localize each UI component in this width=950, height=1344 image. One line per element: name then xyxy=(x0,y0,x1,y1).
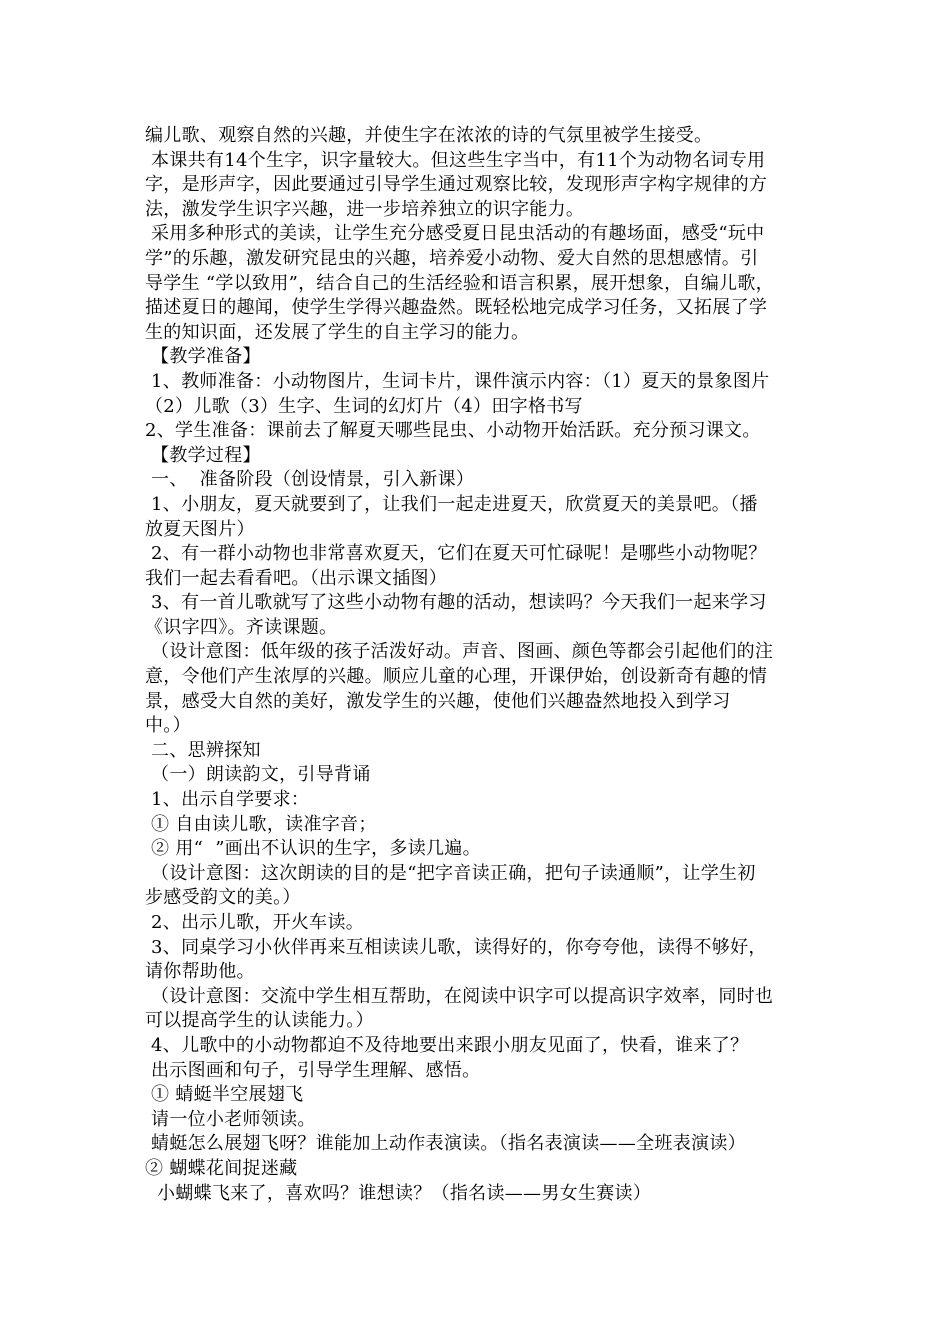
text-line: 1、小朋友，夏天就要到了，让我们一起走进夏天，欣赏夏天的美景吧。（播 xyxy=(145,493,758,515)
text-line: 2、学生准备：课前去了解夏天哪些昆虫、小动物开始活跃。充分预习课文。 xyxy=(145,420,761,442)
text-line: 可以提高学生的认读能力。） xyxy=(145,1010,374,1032)
section-heading-process: 【教学过程】 xyxy=(145,444,261,466)
text-line: 生的知识面，还发展了学生的自主学习的能力。 xyxy=(145,321,530,343)
text-line: ② 用“ ”画出不认识的生字，多读几遍。 xyxy=(145,838,481,860)
text-line: ② 蝴蝶花间捉迷藏 xyxy=(145,1157,298,1179)
text-line: 编儿歌、观察自然的兴趣，并使生字在浓浓的诗的气氛里被学生接受。 xyxy=(145,125,713,146)
text-line: 3、同桌学习小伙伴再来互相读读儿歌，读得好的，你夸夸他，读得不够好， xyxy=(145,936,767,958)
text-line: 本课共有14个生字，识字量较大。但这些生字当中，有11个为动物名词专用 xyxy=(145,149,766,171)
text-line: 字，是形声字，因此要通过引导学生通过观察比较，发现形声字构字规律的方 xyxy=(145,174,768,196)
text-line: 我们一起去看看吧。（出示课文插图） xyxy=(145,567,448,589)
text-line: 1、教师准备：小动物图片，生词卡片，课件演示内容：（1）夏天的景象图片 xyxy=(145,370,770,392)
text-line: 景，感受大自然的美好，激发学生的兴趣，使他们兴趣盎然地投入到学习 xyxy=(145,690,731,712)
text-line: ① 自由读儿歌，读准字音； xyxy=(145,813,377,835)
text-line: 蜻蜓怎么展翅飞呀？谁能加上动作表演读。（指名表演读——全班表演读） xyxy=(145,1133,746,1155)
text-line: 学”的乐趣，激发研究昆虫的兴趣，培养爱小动物、爱大自然的思想感情。引 xyxy=(145,247,759,269)
text-line: 法，激发学生识字兴趣，进一步培养独立的识字能力。 xyxy=(145,198,585,220)
text-line: 一、 准备阶段（创设情景，引入新课） xyxy=(145,469,475,491)
text-line: （一）朗读韵文，引导背诵 xyxy=(145,764,371,786)
text-line: 出示图画和句子，引导学生理解、感悟。 xyxy=(145,1059,481,1081)
text-line: 请你帮助他。 xyxy=(145,961,255,983)
text-line: （设计意图：交流中学生相互帮助，在阅读中识字可以提高识字效率，同时也 xyxy=(145,985,774,1007)
text-line: 4、儿歌中的小动物都迫不及待地要出来跟小朋友见面了，快看，谁来了？ xyxy=(145,1034,749,1056)
text-line: 请一位小老师领读。 xyxy=(145,1108,316,1130)
text-line: 3、有一首儿歌就写了这些小动物有趣的活动，想读吗？今天我们一起来学习 xyxy=(145,592,767,614)
section-heading-preparation: 【教学准备】 xyxy=(145,346,261,368)
text-line: 《识字四》。齐读课题。 xyxy=(145,616,338,638)
text-line: （设计意图：低年级的孩子活泼好动。声音、图画、颜色等都会引起他们的注 xyxy=(145,641,774,663)
text-line: （设计意图：这次朗读的目的是“把字音读正确，把句子读通顺”，让学生初 xyxy=(145,862,756,884)
text-line: 采用多种形式的美读，让学生充分感受夏日昆虫活动的有趣场面，感受“玩中 xyxy=(145,223,765,245)
document-page xyxy=(145,124,815,1206)
text-line: 导学生 “学以致用”，结合自己的生活经验和语言积累，展开想象，自编儿歌， xyxy=(145,272,774,294)
text-line: ① 蜻蜓半空展翅飞 xyxy=(145,1084,304,1106)
text-line: 2、出示儿歌，开火车读。 xyxy=(145,912,365,933)
text-line: 中。） xyxy=(145,715,191,737)
text-line: 二、思辨探知 xyxy=(145,739,261,761)
text-line: 描述夏日的趣闻，使学生学得兴趣盎然。既轻松地完成学习任务，又拓展了学 xyxy=(145,297,768,319)
text-line: 小蝴蝶飞来了，喜欢吗？谁想读？（指名读——男女生赛读） xyxy=(145,1182,652,1204)
text-line: 意，令他们产生浓厚的兴趣。顺应儿童的心理，开课伊始，创设新奇有趣的情 xyxy=(145,666,768,688)
text-line: 步感受韵文的美。） xyxy=(145,887,301,909)
text-line: 放夏天图片） xyxy=(145,518,255,540)
text-line: 1、出示自学要求： xyxy=(145,789,310,811)
text-line: （2）儿歌（3）生字、生词的幻灯片（4）田字格书写 xyxy=(145,395,583,417)
text-line: 2、有一群小动物也非常喜欢夏天，它们在夏天可忙碌呢！是哪些小动物呢？ xyxy=(145,543,767,565)
